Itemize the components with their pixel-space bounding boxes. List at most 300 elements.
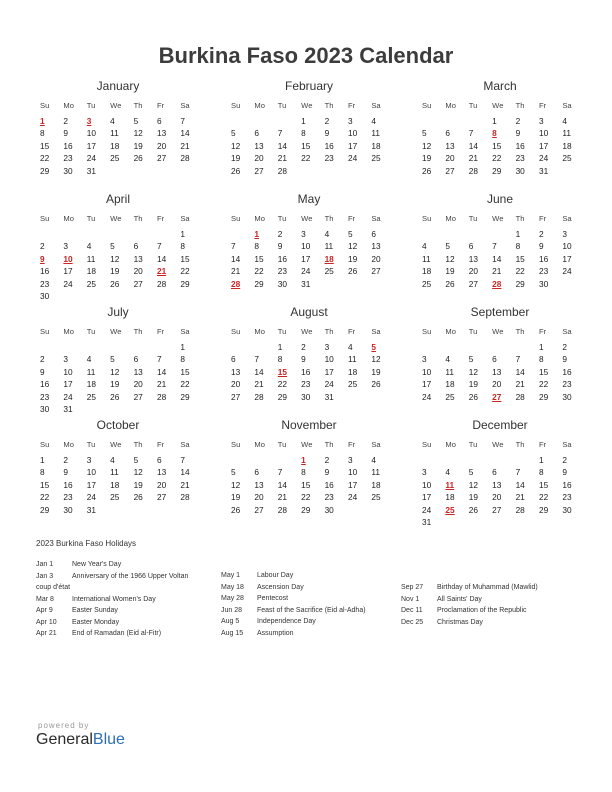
day-grid	[418, 228, 582, 290]
day-cell: 23	[40, 278, 50, 289]
day-cell: 14	[180, 128, 190, 139]
holiday-list-column-3	[401, 582, 538, 628]
weekday-label: Sa	[371, 214, 381, 223]
weekday-label: Tu	[86, 440, 96, 449]
day-cell: 17	[86, 479, 97, 490]
day-cell: 18	[371, 479, 381, 490]
weekday-label: We	[301, 214, 313, 223]
empty-day-cell	[441, 228, 464, 240]
day-cell: 15	[515, 253, 525, 264]
day-cell: 19	[133, 479, 143, 490]
day-cell: 7	[156, 354, 162, 365]
day-cell: 13	[254, 140, 264, 151]
day-cell: 27	[468, 278, 479, 289]
day-cell: 22	[515, 266, 525, 277]
day-cell: 10	[86, 128, 97, 139]
weekday-label: Mo	[445, 214, 456, 223]
empty-day-cell	[83, 228, 106, 240]
day-cell: 29	[180, 391, 190, 402]
weekday-label: Fr	[538, 440, 547, 449]
day-cell: 27	[445, 165, 455, 176]
day-cell: 23	[324, 153, 334, 164]
day-cell: 20	[156, 479, 167, 490]
day-cell: 24	[422, 391, 432, 402]
day-cell: 18	[110, 479, 120, 490]
weekday-header	[36, 100, 200, 112]
holiday-name: International Women's Day	[72, 595, 156, 603]
weekday-label: Tu	[277, 214, 287, 223]
day-cell: 17	[301, 253, 311, 264]
day-cell: 4	[562, 116, 567, 126]
day-cell: 7	[231, 241, 236, 252]
day-cell: 2	[562, 342, 567, 352]
holiday-day-cell: 28	[231, 278, 241, 289]
day-cell: 26	[110, 278, 120, 289]
holiday-day-cell: 28	[492, 278, 502, 289]
powered-by-text: powered by	[38, 721, 90, 730]
month-december	[418, 418, 582, 527]
day-cell: 23	[562, 379, 572, 390]
holiday-day-cell: 10	[63, 253, 73, 264]
holiday-date: Apr 21	[36, 630, 57, 637]
weekday-header	[36, 326, 200, 338]
day-cell: 4	[324, 229, 330, 239]
weekday-label: Tu	[86, 214, 96, 223]
empty-day-cell	[153, 228, 176, 240]
weekday-label: We	[492, 214, 504, 223]
day-cell: 5	[231, 128, 236, 139]
day-cell: 1	[301, 116, 306, 126]
holiday-list-column-1	[36, 559, 188, 640]
day-cell: 10	[347, 467, 358, 478]
day-cell: 16	[301, 366, 311, 377]
day-cell: 2	[324, 116, 330, 126]
day-cell: 11	[110, 128, 119, 139]
holiday-list-column-2	[221, 570, 366, 639]
day-cell: 28	[515, 504, 525, 515]
weekday-label: Tu	[86, 101, 96, 110]
day-cell: 6	[254, 467, 260, 478]
day-cell: 10	[301, 241, 311, 252]
weekday-label: Fr	[347, 101, 356, 110]
day-cell: 9	[562, 467, 567, 478]
day-cell: 12	[231, 479, 241, 490]
day-cell: 4	[86, 241, 92, 252]
day-cell: 7	[492, 241, 497, 252]
day-cell: 8	[277, 354, 283, 365]
empty-day-cell	[465, 454, 488, 466]
weekday-label: Fr	[156, 101, 165, 110]
weekday-label: Th	[324, 440, 334, 449]
day-cell: 27	[254, 165, 264, 176]
weekday-label: Sa	[562, 440, 572, 449]
day-cell: 30	[40, 403, 50, 414]
day-cell: 19	[371, 366, 381, 377]
day-cell: 23	[301, 379, 311, 390]
calendar-grid	[36, 79, 582, 527]
holiday-name: coup d'état	[36, 584, 71, 591]
day-cell: 3	[324, 342, 330, 352]
holiday-name: Birthday of Muhammad (Mawlid)	[437, 584, 538, 591]
empty-day-cell	[465, 341, 488, 353]
day-cell: 25	[422, 278, 432, 289]
day-cell: 31	[324, 391, 334, 402]
month-name: March	[483, 79, 517, 93]
day-cell: 23	[562, 492, 572, 503]
weekday-label: We	[110, 214, 122, 223]
day-cell: 23	[324, 492, 334, 503]
day-cell: 14	[180, 467, 190, 478]
day-cell: 20	[231, 379, 241, 390]
day-cell: 8	[301, 467, 306, 478]
day-cell: 12	[371, 354, 381, 365]
weekday-label: We	[301, 440, 313, 449]
month-name: December	[472, 418, 528, 432]
day-cell: 25	[347, 379, 358, 390]
day-cell: 27	[254, 504, 264, 515]
day-cell: 30	[63, 165, 73, 176]
day-cell: 15	[254, 253, 264, 264]
day-cell: 15	[40, 140, 50, 151]
day-cell: 7	[277, 467, 283, 478]
day-cell: 30	[63, 504, 73, 515]
day-cell: 7	[277, 128, 283, 139]
day-cell: 12	[347, 241, 358, 252]
day-cell: 25	[324, 266, 334, 277]
empty-day-cell	[418, 341, 441, 353]
day-cell: 20	[492, 492, 502, 503]
holiday-day-cell: 21	[156, 266, 167, 277]
day-cell: 12	[133, 128, 143, 139]
day-cell: 12	[231, 140, 241, 151]
day-cell: 2	[324, 455, 330, 465]
weekday-label: Mo	[63, 214, 74, 223]
day-cell: 17	[63, 379, 73, 390]
day-cell: 21	[492, 266, 502, 277]
day-cell: 26	[133, 492, 143, 503]
day-cell: 15	[538, 366, 549, 377]
day-cell: 11	[110, 467, 119, 478]
weekday-label: We	[110, 440, 122, 449]
day-cell: 9	[562, 354, 567, 365]
holiday-date: Jan 3	[36, 572, 54, 580]
day-cell: 5	[110, 354, 115, 365]
weekday-header	[227, 326, 391, 338]
empty-day-cell	[227, 115, 250, 127]
holiday-date: May 1	[221, 572, 241, 579]
weekday-label: We	[301, 101, 313, 110]
day-cell: 26	[110, 391, 120, 402]
day-cell: 13	[133, 366, 143, 377]
weekday-label: Sa	[562, 327, 572, 336]
day-cell: 21	[254, 379, 264, 390]
day-cell: 19	[110, 379, 120, 390]
empty-day-cell	[274, 115, 297, 127]
holiday-date: May 18	[221, 583, 244, 591]
holiday-day-cell: 11	[445, 479, 455, 490]
weekday-label: Su	[422, 101, 432, 110]
weekday-label: Tu	[468, 440, 478, 449]
day-cell: 28	[468, 165, 479, 176]
day-cell: 19	[231, 153, 241, 164]
holiday-date: Sep 27	[401, 584, 424, 591]
weekday-label: We	[492, 101, 504, 110]
day-cell: 12	[133, 467, 143, 478]
holiday-item	[401, 594, 538, 606]
holiday-name: Easter Sunday	[72, 607, 118, 614]
day-cell: 17	[324, 366, 334, 377]
holiday-item	[401, 605, 538, 617]
day-cell: 25	[86, 391, 97, 402]
day-cell: 7	[515, 354, 521, 365]
month-name: August	[290, 305, 328, 319]
holidays-title: 2023 Burkina Faso Holidays	[36, 539, 137, 548]
weekday-label: Su	[422, 440, 432, 449]
day-cell: 14	[231, 253, 241, 264]
generalblue-logo[interactable]	[36, 731, 125, 749]
weekday-label: Mo	[254, 440, 265, 449]
weekday-label: Fr	[156, 214, 165, 223]
weekday-label: Su	[422, 327, 432, 336]
day-cell: 30	[515, 165, 525, 176]
day-cell: 9	[63, 128, 69, 139]
day-cell: 24	[562, 266, 572, 277]
day-cell: 1	[538, 342, 544, 352]
day-cell: 18	[445, 492, 455, 503]
empty-day-cell	[512, 454, 535, 466]
day-cell: 6	[231, 354, 236, 365]
weekday-label: Mo	[254, 214, 265, 223]
weekday-label: Fr	[156, 440, 165, 449]
day-cell: 22	[40, 492, 50, 503]
day-cell: 6	[156, 116, 162, 126]
day-cell: 20	[468, 266, 479, 277]
day-cell: 29	[492, 165, 502, 176]
day-cell: 5	[133, 116, 139, 126]
day-cell: 26	[371, 379, 381, 390]
day-grid	[418, 341, 582, 403]
holiday-day-cell: 3	[86, 116, 92, 126]
weekday-label: Su	[40, 214, 50, 223]
day-cell: 30	[277, 278, 288, 289]
day-cell: 7	[156, 241, 162, 252]
day-cell: 13	[371, 241, 381, 252]
month-august	[227, 305, 391, 413]
day-cell: 27	[371, 266, 381, 277]
weekday-label: Th	[515, 440, 525, 449]
day-cell: 22	[301, 153, 311, 164]
empty-day-cell	[130, 341, 153, 353]
day-cell: 3	[63, 354, 69, 365]
day-cell: 29	[515, 278, 525, 289]
weekday-label: Sa	[180, 214, 190, 223]
day-cell: 10	[422, 479, 432, 490]
day-cell: 9	[324, 467, 330, 478]
holiday-item	[221, 570, 366, 582]
day-cell: 22	[40, 153, 50, 164]
day-cell: 16	[515, 140, 525, 151]
day-cell: 25	[445, 391, 455, 402]
weekday-header	[418, 439, 582, 451]
day-grid	[36, 115, 200, 177]
day-cell: 5	[133, 455, 139, 465]
month-name: July	[107, 305, 129, 319]
day-cell: 15	[301, 140, 311, 151]
day-cell: 16	[538, 253, 549, 264]
day-cell: 22	[254, 266, 264, 277]
empty-day-cell	[250, 115, 273, 127]
day-cell: 16	[40, 379, 50, 390]
empty-day-cell	[106, 341, 129, 353]
day-cell: 16	[562, 366, 572, 377]
holiday-date: Mar 8	[36, 595, 54, 603]
weekday-label: We	[110, 101, 122, 110]
day-cell: 5	[468, 354, 474, 365]
day-cell: 24	[301, 266, 311, 277]
day-cell: 20	[445, 153, 455, 164]
day-cell: 21	[180, 140, 190, 151]
weekday-label: Fr	[156, 327, 165, 336]
day-cell: 5	[347, 229, 353, 239]
weekday-label: Su	[231, 101, 241, 110]
holiday-item	[401, 617, 538, 629]
day-cell: 28	[277, 504, 288, 515]
weekday-header	[36, 439, 200, 451]
day-cell: 16	[63, 479, 73, 490]
day-cell: 28	[156, 278, 167, 289]
day-cell: 20	[254, 153, 264, 164]
holiday-item	[36, 594, 188, 606]
weekday-label: Mo	[445, 440, 456, 449]
day-cell: 9	[63, 467, 69, 478]
day-cell: 12	[468, 479, 479, 490]
day-cell: 25	[371, 153, 381, 164]
day-cell: 13	[468, 253, 479, 264]
weekday-label: Mo	[445, 101, 456, 110]
empty-day-cell	[250, 454, 273, 466]
month-name: February	[284, 79, 334, 93]
holiday-item	[221, 628, 366, 640]
day-cell: 17	[422, 379, 432, 390]
month-name: June	[486, 192, 514, 206]
weekday-label: Tu	[277, 101, 287, 110]
holiday-day-cell: 27	[492, 391, 502, 402]
day-cell: 13	[492, 366, 502, 377]
holiday-date: Aug 15	[221, 629, 244, 637]
day-cell: 3	[422, 467, 427, 478]
empty-day-cell	[488, 341, 511, 353]
weekday-label: Fr	[347, 214, 356, 223]
holiday-name: Assumption	[257, 629, 294, 637]
day-cell: 7	[468, 128, 474, 139]
day-cell: 2	[538, 229, 544, 239]
empty-day-cell	[465, 228, 488, 240]
empty-day-cell	[36, 228, 59, 240]
holiday-date: May 28	[221, 595, 244, 602]
day-grid	[227, 228, 391, 290]
day-cell: 23	[63, 153, 73, 164]
day-cell: 23	[515, 153, 525, 164]
day-cell: 3	[562, 229, 567, 239]
day-cell: 16	[562, 479, 572, 490]
day-cell: 4	[371, 116, 376, 126]
day-cell: 8	[515, 241, 521, 252]
day-cell: 2	[40, 241, 45, 252]
day-cell: 26	[445, 278, 455, 289]
day-cell: 12	[468, 366, 479, 377]
weekday-label: Sa	[180, 101, 190, 110]
weekday-label: Sa	[180, 440, 190, 449]
holiday-name: Pentecost	[257, 595, 289, 602]
day-cell: 29	[40, 504, 50, 515]
day-cell: 14	[156, 366, 167, 377]
empty-day-cell	[512, 341, 535, 353]
day-cell: 29	[301, 504, 311, 515]
day-cell: 17	[562, 253, 572, 264]
day-cell: 21	[231, 266, 241, 277]
day-cell: 3	[347, 455, 353, 465]
day-cell: 29	[538, 391, 549, 402]
day-cell: 12	[110, 253, 120, 264]
day-cell: 22	[277, 379, 288, 390]
day-cell: 24	[347, 492, 358, 503]
holiday-date: Jan 1	[36, 561, 54, 568]
weekday-label: Su	[40, 327, 50, 336]
empty-day-cell	[418, 454, 441, 466]
day-cell: 27	[133, 278, 143, 289]
day-cell: 16	[324, 479, 334, 490]
day-cell: 22	[180, 266, 190, 277]
day-cell: 20	[371, 253, 381, 264]
day-cell: 17	[347, 479, 358, 490]
day-cell: 7	[254, 354, 260, 365]
day-cell: 18	[86, 266, 97, 277]
day-cell: 21	[515, 492, 525, 503]
day-cell: 24	[86, 153, 97, 164]
day-cell: 29	[180, 278, 190, 289]
month-name: May	[297, 192, 321, 206]
day-cell: 15	[492, 140, 502, 151]
weekday-label: Fr	[347, 327, 356, 336]
holiday-date: Nov 1	[401, 595, 420, 603]
weekday-header	[36, 213, 200, 225]
empty-day-cell	[59, 341, 82, 353]
day-cell: 31	[422, 516, 432, 527]
day-cell: 15	[180, 366, 190, 377]
month-name: September	[470, 305, 530, 319]
day-cell: 21	[156, 379, 167, 390]
holiday-name: Independence Day	[257, 618, 316, 625]
weekday-label: We	[110, 327, 122, 336]
holiday-item	[36, 571, 188, 583]
weekday-label: Tu	[468, 214, 478, 223]
day-cell: 5	[231, 467, 236, 478]
day-cell: 13	[156, 128, 167, 139]
day-cell: 28	[254, 391, 264, 402]
holiday-day-cell: 18	[324, 253, 334, 264]
holiday-item	[401, 582, 538, 594]
day-cell: 9	[538, 241, 544, 252]
day-cell: 18	[422, 266, 432, 277]
day-grid	[418, 454, 582, 528]
day-cell: 11	[324, 241, 334, 252]
day-cell: 28	[156, 391, 167, 402]
day-cell: 10	[347, 128, 358, 139]
day-cell: 18	[445, 379, 455, 390]
day-cell: 15	[538, 479, 549, 490]
weekday-label: Tu	[468, 327, 478, 336]
day-cell: 29	[277, 391, 288, 402]
